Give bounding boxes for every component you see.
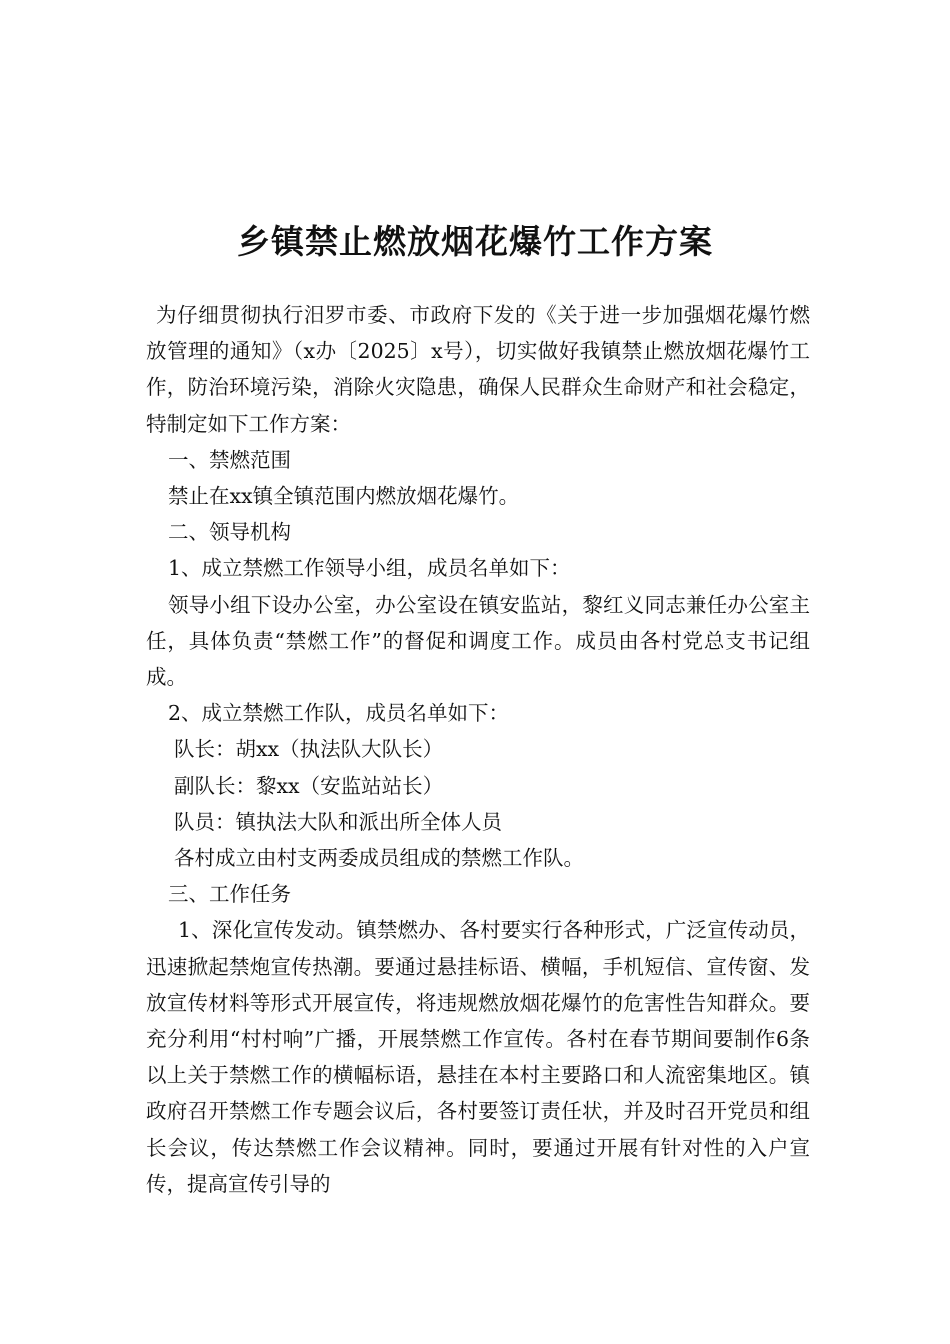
tasks-item-1: 1、深化宣传发动。镇禁燃办、各村要实行各种形式，广泛宣传动员，迅速掀起禁炮宣传热潮。要通过悬挂标语、横幅，手机短信、宣传窗、发放宣传材料等形式开展宣传，将违规燃放烟花爆竹的危害性告知群众。要充分利用“村村响”广播，开展禁燃工作宣传。各村在春节期间要制作6条以上关于禁燃工作的横幅标语，悬挂在本村主要路口和人流密集地区。镇政府召开禁燃工作专题会议后，各村要签订责任状，并及时召开党员和组长会议，传达禁燃工作会议精神。同时，要通过开展有针对性的入户宣传，提高宣传引导的 — [146, 918, 810, 1196]
document-title: 乡镇禁止燃放烟花爆竹工作方案 — [237, 222, 713, 261]
team-leader-line: 队长：胡xx（执法队大队长） — [174, 737, 444, 762]
document-body — [146, 297, 810, 1202]
leadership-item-2: 2、成立禁燃工作队，成员名单如下： — [168, 701, 510, 726]
section-heading-leadership: 二、领导机构 — [168, 520, 291, 545]
section-heading-tasks: 三、工作任务 — [168, 882, 291, 907]
leadership-item-1: 1、成立禁燃工作领导小组，成员名单如下： — [168, 556, 571, 581]
intro-paragraph: 为仔细贯彻执行汨罗市委、市政府下发的《关于进一步加强烟花爆竹燃放管理的通知》（x办〔2025〕x号），切实做好我镇禁止燃放烟花爆竹工作，防治环境污染，消除火灾隐患，确保人民群众生命财产和社会稳定，特制定如下工作方案： — [146, 303, 810, 436]
scope-paragraph: 禁止在xx镇全镇范围内燃放烟花爆竹。 — [168, 484, 520, 509]
village-teams-line: 各村成立由村支两委成员组成的禁燃工作队。 — [174, 846, 584, 871]
office-paragraph: 领导小组下设办公室，办公室设在镇安监站，黎红义同志兼任办公室主任，具体负责“禁燃工作”的督促和调度工作。成员由各村党总支书记组成。 — [146, 592, 810, 690]
team-members-line: 队员：镇执法大队和派出所全体人员 — [174, 809, 502, 834]
section-heading-scope: 一、禁燃范围 — [168, 447, 291, 472]
deputy-leader-line: 副队长：黎xx（安监站站长） — [174, 773, 444, 798]
